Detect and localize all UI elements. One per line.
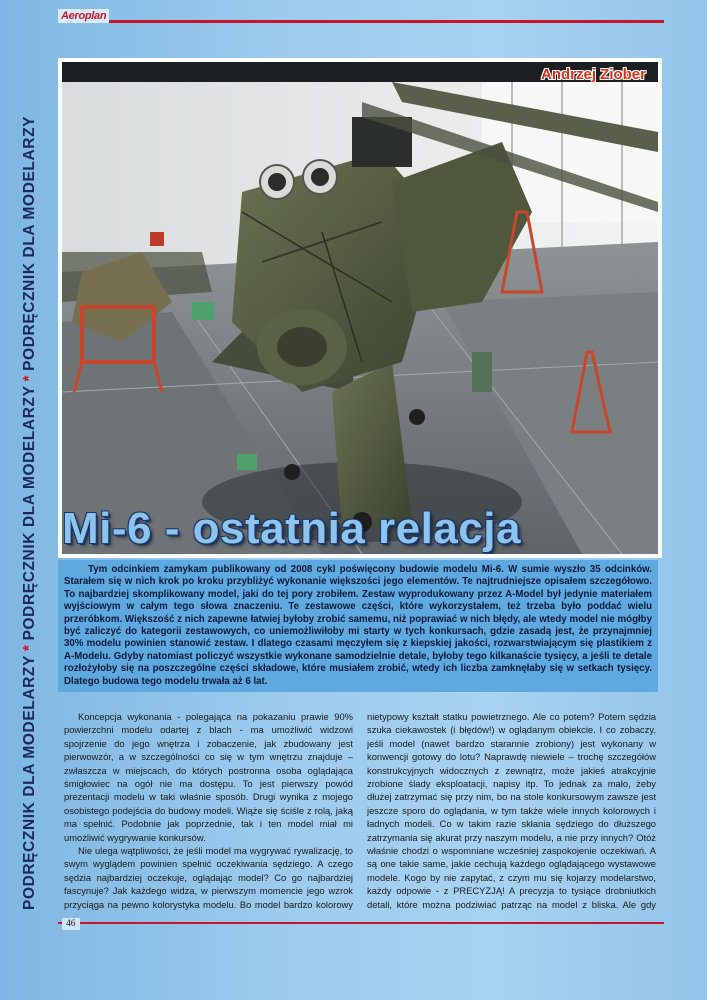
body-paragraph: Koncepcja wykonania - polegająca na pokazaniu prawie 90% powierzchni modelu odartej z blach - ma umożliwić widzowi spojrzenie do jego wnętrza i zobaczenie, jak zbudowany jest pierwowzór, a w szczególności co się w tym wnętrzu znajduje – zwłaszcza w miejscach, do których postronna osoba oglądająca śmigłowiec na ogół nie ma dostępu. To jest pierwszy powód prezentacji modelu w taki właśnie sposób. Drugi wynika z mojego osobistego podejścia do budowy modeli. Wiąże się ściśle z rolą, jaką ma spełnić. Podobnie jak poprzednie, tak i ten model miał mi umożliwić wygrywanie konkursów. xyxy=(64,711,353,843)
side-band-separator: * xyxy=(21,374,38,382)
side-band-segment: PODRĘCZNIK DLA MODELARZY xyxy=(21,115,38,371)
magazine-logo: Aeroplan xyxy=(58,9,109,23)
hero-photo-frame xyxy=(58,58,662,558)
footer-rule xyxy=(58,922,664,924)
lead-paragraph: Tym odcinkiem zamykam publikowany od 2008 cykl poświęcony budowie modelu Mi-6. W sumie wyszło 35 odcinków. Starałem się w nich krok po kroku przybliżyć wykonanie większości jego elementów. Te najtrudniejsze opisałem szczegółowo. To najbardziej skomplikowany model, jaki do tej pory zrobiłem. Zestaw wyprodukowany przez A-Model był jedynie materiałem wyjściowym w całym tego słowa znaczeniu. Te zestawowe części, które wykorzystałem, też trzeba było poddać wielu przeróbkom. Większość z nich zapewne łatwiej byłoby zrobić samemu, niż poprawiać w nich błędy, ale wtedy model nie mógłby być zaliczyć do kategorii zestawowych, co uniemożliwiłoby mi starty w tych konkursach, gdzie zasadą jest, że przynajmniej 30% modelu powinien stanowić zestaw. I dlatego czasami męczyłem się z kiepskiej jakości, rozwarstwiającym się plastikiem z A-Modelu. Gdyby natomiast policzyć wszystkie wykonane samodzielnie detale, byłoby tego kilkanaście tysięcy, a jeśli te detale rozłożyłoby się na poszczególne części składowe, które musiałem zrobić, wtedy ich liczba zamknęłaby się w setkach tysięcy. Dlatego budowa tego modelu trwała aż 6 lat. xyxy=(64,564,652,687)
lead-box xyxy=(58,560,658,692)
side-band-segment: PODRĘCZNIK DLA MODELARZY xyxy=(21,385,38,641)
article-body xyxy=(64,710,656,910)
body-paragraph: Nie ulega wątpliwości, że jeśli model ma wygrywać rywalizację, to swym wyglądem powinien spełnić oczekiwania sędziego. A czego sędzia najbardziej oczekuje, oglądając model? Co go najbardziej fascynuje? Jak każdego widza, w pierwszym momencie jego wzrok przyciąga na pewno kolorystyka modelu. Bo model bardzo kolorowy xyxy=(64,845,353,910)
helicopter-model-illustration xyxy=(62,62,658,554)
helicopter-model-photo xyxy=(62,62,658,554)
body-column-right xyxy=(367,710,656,910)
page-number: 46 xyxy=(62,918,80,930)
author-name: Andrzej Ziober xyxy=(540,66,646,83)
side-band xyxy=(15,40,45,910)
side-band-segment: PODRĘCZNIK DLA MODELARZY xyxy=(21,655,38,910)
article-title: Mi-6 - ostatnia relacja xyxy=(62,504,521,553)
header-rule xyxy=(58,20,664,23)
body-paragraph: nietypowy kształt statku powietrznego. Ale co potem? Potem sędzia szuka ciekawostek (i błędów!) w oglądanym obiekcie. I co zobaczy, jeśli model (nawet bardzo starannie zrobiony) jest wykonany w konwencji gotowy do lotu? Naprawdę niewiele – trochę szczegółów konstrukcyjnych widocznych z zewnątrz, może jakieś atrakcyjnie zrobione ślady eksploatacji, napisy itp. To jednak za mało, żeby dłużej zatrzymać się przy nim, bo na stole konkursowym zawsze jest jeszcze sporo do oglądania, w tym także wiele innych kolorowych i ładnych modeli. Co w takim razie skłania sędziego do dłuższego zatrzymania się akurat przy naszym modelu, a nie przy innych? Otóż właśnie chodzi o wspomniane wcześniej zaspokojenie oczekiwań. A są one takie same, jakie cechują każdego oglądającego wystawowe modele. Kogo by nie zapytać, z czym mu się kojarzy modelarstwo, każdy odpowie - z PRECYZJĄ! A precyzja to tysiące drobniutkich detali, które można podziwiać patrząc na model z bliska. Ale gdy xyxy=(367,711,656,910)
side-band-separator: * xyxy=(21,644,38,652)
side-band-text xyxy=(15,40,45,910)
body-column-left xyxy=(64,710,353,910)
